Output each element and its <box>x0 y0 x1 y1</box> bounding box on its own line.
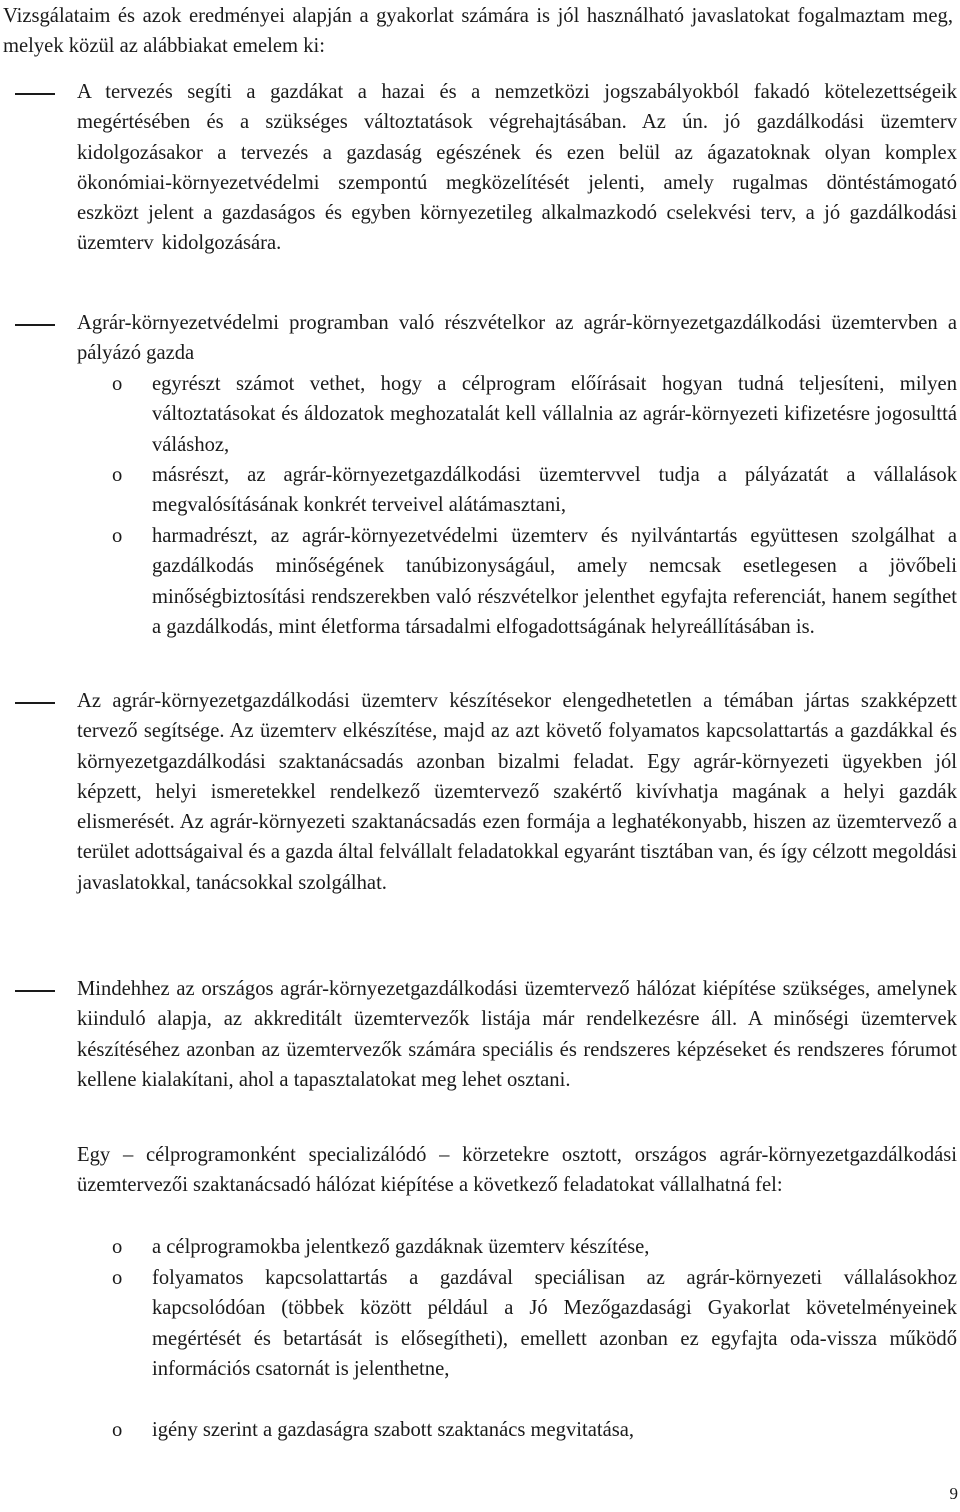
circle-bullet-icon: o <box>112 1267 123 1289</box>
circle-bullet-icon: o <box>112 525 123 547</box>
page-number: 9 <box>949 1484 958 1503</box>
sub-list-text: egyrészt számot vethet, hogy a célprogram előírásait hogyan tudná teljesíteni, milyen változtatásokat és áldozatok meghozatalát kell vállalnia az agrár-környezeti kifizetésre jogosulttá váláshoz, <box>152 373 957 456</box>
sub-list-text: másrészt, az agrár-környezetgazdálkodási üzemtervvel tudja a pályázatát a vállalások megvalósításának konkrét terveivel alátámasztani, <box>152 464 957 517</box>
circle-bullet-icon: o <box>112 1236 123 1258</box>
sub-list-text: harmadrészt, az agrár-környezetvédelmi üzemterv és nyilvántartás együttesen szolgálhat a gazdálkodás minőségének tanúbizonyságául, amely nemcsak esetlegesen a jövőbeli minőségbiztosítási rendszerekben való részvételkor jelenthet egyfajta referenciát, hanem segíthet a gazdálkodás, mint életforma társadalmi elfogadottságának helyreállításában is. <box>152 525 957 638</box>
network-paragraph: Egy – célprogramonként specializálódó – körzetekre osztott, országos agrár-környezetgazdálkodási üzemtervezői szaktanácsadó hálózat kiépítése a következő feladatokat vállalhatná fel: <box>77 1144 957 1197</box>
circle-bullet-icon: o <box>112 373 123 395</box>
intro-paragraph: Vizsgálataim és azok eredményei alapján a gyakorlat számára is jól használható javaslatokat fogalmaztam meg, melyek közül az alábbiakat emelem ki: <box>3 5 953 58</box>
bullet-text: Mindehhez az országos agrár-környezetgazdálkodási üzemtervező hálózat kiépítése szükséges, amelynek kiinduló alapja, az akkreditált üzemtervezők listája már rendelkezésre áll. A minőségi üzemtervek készítéséhez azonban az üzemtervezők számára speciális és rendszeres képzéseket és rendszeres fórumot kellene kialakítani, ahol a tapasztalatokat meg lehet osztani. <box>77 978 957 1091</box>
bullet-text: Az agrár-környezetgazdálkodási üzemterv készítésekor elengedhetetlen a témában jártas szakképzett tervező segítsége. Az üzemterv elkészítése, majd az azt követő folyamatos kapcsolattartás a gazdákkal és környezetgazdálkodási szaktanácsadás azonban bizalmi feladat. Egy agrár-környezeti ügyekben jól képzett, helyi ismeretekkel rendelkező üzemtervező szakértő kivívhatja magának a helyi gazdák elismerését. Az agrár-környezeti szaktanácsadás ezen formája a leghatékonyabb, hiszen az üzemtervező a terület adottságaival és a gazda által felvállalt feladatokkal egyaránt tisztában van, és így célzott megoldási javaslatokkal, tanácsokkal szolgálhat. <box>77 690 958 894</box>
sub-list-text: igény szerint a gazdaságra szabott szaktanács megvitatása, <box>152 1419 635 1441</box>
sub-list-text: folyamatos kapcsolattartás a gazdával speciálisan az agrár-környezeti vállalásokhoz kapcsolódóan (többek között például a Jó Mezőgazdasági Gyakorlat követelményeinek megértését és betartását is elősegítheti), emellett azonban ez egyfajta oda-vissza működő információs csatornát is jelenthetne, <box>152 1267 957 1380</box>
bullet-text: Agrár-környezetvédelmi programban való részvételkor az agrár-környezetgazdálkodási üzemtervben a pályázó gazda <box>77 312 957 365</box>
bullet-text: A tervezés segíti a gazdákat a hazai és a nemzetközi jogszabályokból fakadó kötelezettségeik megértésében és a szükséges változtatások végrehajtásában. Az ún. jó gazdálkodási üzemterv kidolgozásakor a tervezés a gazdaság egészének és ezen belül az ágazatoknak olyan komplex ökonómiai-környezetvédelmi szempontú megközelítését jelenti, amely rugalmas döntéstámogató eszközt jelent a gazdaságos és egyben környezetileg alkalmazkodó cselekvési terv, a jó gazdálkodási üzemterv kidolgozására. <box>77 81 957 255</box>
sub-list-text: a célprogramokba jelentkező gazdáknak üzemterv készítése, <box>152 1236 650 1258</box>
circle-bullet-icon: o <box>112 464 123 486</box>
circle-bullet-icon: o <box>112 1419 123 1441</box>
